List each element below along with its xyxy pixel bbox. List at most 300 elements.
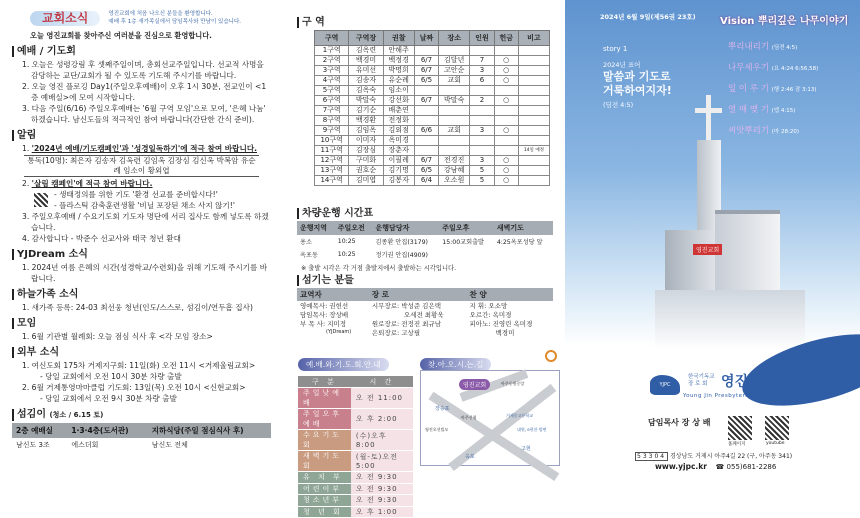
phone-number: 055)681-2286 [726,463,777,471]
service-time: (월-토)오전 5:00 [351,451,413,472]
map-label: 거제중고등학교 [506,413,534,418]
choir-line: 백경미 [495,329,515,337]
cell: 김기명 [383,166,414,176]
cell: 6/7 [414,96,438,106]
table-row [315,86,550,96]
table-row [315,66,550,76]
postal-code: 53304 [637,453,667,460]
cell: 13구역 [315,166,349,176]
item-number: 2. [22,179,30,188]
cell: 3 [470,66,494,76]
notice-item: 4. 감사합니다 - 박준수 선교사와 태국 청년 환대 [22,234,181,243]
meeting-item: 1. 6월 기관별 월례회: 오늘 점심 식사 후 <각 모임 장소> [22,332,213,341]
choir-line: 지 휘: 오소망 [469,302,508,310]
cell: 옥미경 [383,136,414,146]
serve-subtitle: (청소 / 6.15 토) [49,411,104,419]
senior-pastor: 담임목사 장 상 배 [648,418,711,427]
cell: 김기순 [349,106,383,116]
service-time: 오 후 1:00 [351,506,413,518]
welcome-note-2: 예배 후 1층 새가족실에서 담임목사와 만남이 있습니다. [108,19,242,25]
cell: 10:25 [337,238,356,245]
table-row [315,146,550,156]
notice-text: '2024년 예배/기도캠페인'과 '성경일독하기'에 적극 참여 바랍니다. [31,144,258,153]
cell: 14일 예정 [518,146,549,156]
vision-item [728,124,799,136]
choir-line: 오르간: 옥미경 [469,311,512,319]
external-sub: - 당일 교회에서 오전 10시 30분 차량 출발 [40,372,182,381]
cell: 10:25 [337,251,356,258]
cell [439,146,470,156]
denomination: 장 로 회 [688,381,708,387]
cell: 14구역 [315,176,349,186]
cell [494,86,518,96]
external-heading: 외부 소식 [12,347,271,358]
vision-title: Vision 뿌리깊은 나무이야기 [720,16,849,27]
cover-panel [565,0,860,481]
cell [494,46,518,56]
cell: 교회 [439,76,470,86]
external-item: 1. 여신도회 175차 거제지구회: 11일(화) 오전 11시 <거제울림교회> [22,361,256,370]
service-time: (수)오후 8:00 [351,430,413,451]
vision-reference: (딤전 4:5) [771,45,798,51]
cell: 임소이 [383,86,414,96]
serve-heading [12,409,271,421]
cell: ○ [494,176,518,186]
table-row [298,451,413,472]
col-header: 권찰 [383,31,414,46]
table-row [315,76,550,86]
external-item: 2. 6월 거제통영마마클럽 기도회: 13일(목) 오전 10시 <신현교회> [22,383,246,392]
cell: 10구역 [315,136,349,146]
worship-item: 3. 다음 주일(6/16) 주일오후예배는 '6월 구역 모임'으로 모여, '은혜 나눔' 하겠습니다. 남신도들의 적극적인 참여 바랍니다(간단한 간식 준비). [22,104,266,124]
item-number: 1. [22,144,30,153]
servants-section [297,270,553,339]
col-header: 인원 [470,31,494,46]
cell [518,136,549,146]
col-header: 구 분 [298,376,351,388]
service-name: 청소년부 [298,495,351,507]
col-header: 새벽기도 [494,221,553,235]
table-row [315,116,550,126]
cell [518,86,549,96]
cell: 전정화 [383,116,414,126]
cell: 5 [470,176,494,186]
cell: 유미선 [349,66,383,76]
col-header: 운행지역 [297,221,335,235]
cell: 용소 [300,239,312,246]
table-row [298,495,413,507]
col-header: 주일오후 [439,221,494,235]
cell [494,146,518,156]
schedule-title: 예.배.와.기.도.회.안.내 [298,358,389,371]
cell [470,136,494,146]
col-header: 지하식당(주일 점심식사 후) [148,423,271,438]
service-name: 청 년 회 [298,506,351,518]
cell: ○ [494,96,518,106]
cell: 6/4 [414,176,438,186]
car-heading: 차량운행 시간표 [297,208,553,219]
map-label: 영진오션빌모 [425,427,449,432]
church-name-english: Young Jin Presbyterian Church [683,393,780,399]
story-label: story 1 [603,45,628,53]
cell: 6/5 [414,76,438,86]
cell: 박명희 [383,66,414,76]
col-header: 주일오전 [335,221,373,235]
new-family-heading: 하늘가족 소식 [12,289,271,300]
serve-table [12,423,271,453]
cell: 장춘자 [383,146,414,156]
col-header: 장소 [439,31,470,46]
service-name: 수요기도회 [298,430,351,451]
col-header: 구역장 [349,31,383,46]
elder-line: 시무장로: 박성준 김은택 [371,302,442,310]
notice-item [22,143,271,154]
youtube-qr-code[interactable] [765,416,789,440]
qr-code-icon [34,193,48,207]
service-time: 오 전 11:00 [351,388,413,409]
col-header: 날짜 [414,31,438,46]
service-time: 오 전 9:30 [351,472,413,484]
cell: 김종환 안집(3179) [375,239,428,246]
vision-step: 씨앗뿌리기 [728,126,770,136]
new-family-item: 1. 새가족 등록: 24-03 최선웅 청년(인도/스스로, 섬김이/연두흠 집사) [22,303,253,312]
notice-item [22,178,271,189]
map-label: 대원, e편한 방면 [517,427,547,432]
table-row [298,430,413,451]
elder-line: 오세전 최황욱 [403,311,444,319]
cell: 김옥숙 [349,86,383,96]
vision-item [728,61,818,73]
worship-item: 2. 오늘 영진 플로깅 Day1(주일오후예배)이 오후 1시 30분, 전교인이 <1층 예배실>에 모여 시작합니다. [22,82,267,102]
vision-step: 나무세우기 [728,63,770,73]
service-name: 유 치 부 [298,472,351,484]
cell: 박말숙 [439,96,470,106]
table-row [298,388,413,409]
vision-item [728,40,797,52]
cell: 남신도 전체 [151,441,188,449]
cell [494,116,518,126]
cell: 유순례 [383,76,414,86]
cell: 6/7 [414,66,438,76]
directions-map [420,370,560,466]
schedule-table [298,376,413,518]
cell [414,146,438,156]
district-section [297,12,553,186]
col-header: 1·3·4층(도서관) [67,423,147,438]
col-header: 교역자 [297,288,369,301]
map-label: 장승포 [435,406,450,412]
cell: 김달년 [439,56,470,66]
cell: ○ [494,156,518,166]
cell: 구미화 [349,156,383,166]
cell: 배춘연 [383,106,414,116]
service-name: 주일오후예배 [298,409,351,430]
col-header: 운행담당자 [373,221,440,235]
vision-step: 잎 이 루 기 [728,84,769,94]
cell [518,156,549,166]
cell: 4:25옥포성당 앞 [496,239,543,246]
cell: 6/5 [414,166,438,176]
cell [414,86,438,96]
car-table [297,221,553,261]
cell: 에스더회 [71,441,99,449]
table-row [315,176,550,186]
table-row [315,46,550,56]
website-link[interactable]: www.yjpc.kr [655,462,707,471]
cell: 오소원 [439,176,470,186]
cell: 박말숙 [349,96,383,106]
col-header: 찬 양 [467,288,553,301]
magnifier-icon [545,350,557,362]
reading-participants: 통독(10명): 최은자 김송자 김옥련 김임옥 김장심 김신옥 박복암 유순례 임소이 황외엽 [24,155,259,177]
cell: 3구역 [315,66,349,76]
table-row [298,483,413,495]
cell [439,136,470,146]
cell: 권호순 [349,166,383,176]
cell: 김임옥 [349,126,383,136]
pastor-line: 영예목사: 권헌선 [300,302,349,310]
service-name: 어린이부 [298,483,351,495]
cell: 6/7 [414,156,438,166]
building-sign: 영진교회 [693,244,722,255]
welcome-message: 오늘 영진교회를 찾아주신 여러분을 진심으로 환영합니다. [30,31,212,40]
cell: 12구역 [315,156,349,166]
service-time: 오 전 9:30 [351,495,413,507]
cell: 5 [470,166,494,176]
cell [439,248,494,261]
cell [439,46,470,56]
cell [470,146,494,156]
cell: 백경환 [349,116,383,126]
servants-table [297,288,553,339]
table-row [315,96,550,106]
issue-date: 2024년 6월 9일(제56권 23호) [600,13,696,21]
phone-icon: ☎ [715,463,727,471]
cell: 김미엽 [349,176,383,186]
district-table [314,30,550,186]
cell: 2 [470,96,494,106]
motto-line: 거룩하여지자! [603,84,672,97]
vision-reference: (엡 4:15) [771,108,796,114]
yjdream-heading: YJDream 소식 [12,249,271,260]
motto-year: 2024년 표어 [603,61,641,69]
cell: 김외점 [383,126,414,136]
map-label: 옥포 [465,454,475,460]
cell: 3 [470,156,494,166]
table-row [315,156,550,166]
district-heading: 구 역 [297,17,553,28]
col-header: 시 간 [351,376,413,388]
service-time: 오 후 2:00 [351,409,413,430]
cell: 9구역 [315,126,349,136]
cell: ○ [494,126,518,136]
cell: 5구역 [315,86,349,96]
elder-line: 은퇴장로: 고상필 [371,329,421,337]
service-name: 새벽기도회 [298,451,351,472]
cell: 4구역 [315,76,349,86]
church-map-label: 영진교회 [459,379,490,390]
table-row [315,106,550,116]
map-label: 고현 [521,446,531,452]
table-row [298,506,413,518]
cell [470,86,494,96]
cell [414,46,438,56]
elder-line: 원로장로: 전정진 최규남 [371,320,442,328]
pastor-line: 담임목사: 장상배 [300,311,349,319]
cell: 강남혜 [439,166,470,176]
cell: 6 [470,76,494,86]
cell [470,116,494,126]
cell: ○ [494,66,518,76]
cell [518,166,549,176]
cell: 백경미 [349,56,383,66]
cell [518,176,549,186]
pastor-line: (YJDream) [326,329,352,335]
vision-reference: (요 4:24 6:56,58) [771,66,819,72]
cell: 교회 [439,126,470,136]
homepage-qr-code[interactable] [728,416,752,440]
cell [518,66,549,76]
cell: 김옥련 [349,46,383,56]
map-title: 찾.아.오.시.는.길 [420,358,491,371]
campaign-sub: - 생태정의를 위한 기도 '환경 선교를 준비합시다!' [54,190,218,199]
cell: 7구역 [315,106,349,116]
choir-line: 피아노: 진영린 옥미경 [469,320,533,328]
cell: 안해주 [383,46,414,56]
cell [518,76,549,86]
table-row [315,136,550,146]
cell: 15:00교회출발 [442,239,485,246]
vision-reference: (행 2:46 잠 3:13) [771,87,817,93]
cell: ○ [494,56,518,66]
worship-item: 1. 오늘은 성령강림 후 셋째주일이며, 총회선교주일입니다. 선교적 사명을 감당하는 교단/교회가 될 수 있도록 기도해 주시기를 바랍니다. [22,60,264,80]
church-logo-icon: YJPC [650,375,680,395]
map-label: 아주신협 [461,415,477,420]
motto-line: 말씀과 기도로 [603,70,671,83]
cell [439,86,470,96]
vision-item [728,82,817,94]
cell: 이필례 [383,156,414,166]
cell [470,106,494,116]
cell: 고안순 [439,66,470,76]
campaign-sub: - 플라스틱 감축훈련생활 '비닐 포장된 채소 사지 않기!' [54,201,235,210]
cell [439,106,470,116]
cell [414,106,438,116]
cell: 3 [470,126,494,136]
cell: ○ [494,166,518,176]
cell: 옥포동 [300,252,318,259]
cell: 이미자 [349,136,383,146]
cell [518,46,549,56]
cell: 전경진 [439,156,470,166]
church-news-panel [0,0,285,481]
cell: 김송자 [349,76,383,86]
cell [414,136,438,146]
address: 경상남도 거제시 아주4길 22 (구, 아주동 341) [670,453,793,460]
cell: 6/7 [414,56,438,66]
col-header: 비고 [518,31,549,46]
cell [518,56,549,66]
service-time: 오 전 9:30 [351,483,413,495]
cell [414,116,438,126]
cell: 11구역 [315,146,349,156]
notice-text: '살림 캠페인'에 적극 참여 바랍니다. [31,179,153,188]
cell [518,116,549,126]
car-note: ※ 출발 시각은 각 거점 출발지에서 출발하는 시각입니다. [301,265,457,272]
schedule-box [298,352,413,518]
cell: 남신도 3조 [16,441,50,449]
vision-reference: (마 28:20) [771,129,799,135]
cell [470,46,494,56]
table-row [298,472,413,484]
church-name: 영진교회 [721,374,776,390]
col-header: 구역 [315,31,349,46]
col-header: 헌금 [494,31,518,46]
notice-heading: 알림 [12,130,271,141]
col-header: 2층 예배실 [12,423,67,438]
vision-step: 열 매 맺 기 [728,105,769,115]
table-row [315,126,550,136]
cell: 2구역 [315,56,349,66]
cell: 6/6 [414,126,438,136]
cell [518,126,549,136]
cell [439,116,470,126]
cell: 6구역 [315,96,349,106]
map-label: 아주동원중앙 [501,381,525,386]
denomination: 한국기독교 [688,374,715,380]
cell: 1구역 [315,46,349,56]
car-section [297,203,553,272]
serve-title: 섬김이 [17,409,46,420]
vision-item [728,103,795,115]
cell: 8구역 [315,116,349,126]
cell: 김장심 [349,146,383,156]
service-name: 주일낮예배 [298,388,351,409]
cell [518,106,549,116]
notice-item: 3. 주일오후예배 / 수요기도회 기도자 명단에 서리 집사도 함께 넣도록 하겠습니다. [22,212,269,232]
youtube-label: youtube [766,441,785,446]
servants-heading: 섬기는 분들 [297,275,553,286]
yjdream-item: 1. 2024년 여름 은혜의 시간(성경학교/수련회)을 위해 기도해 주시기를 바랍니다. [22,263,268,283]
table-row [315,166,550,176]
col-header: 장 로 [369,288,467,301]
table-row [298,409,413,430]
cell [518,96,549,106]
pastor-line: 부 목 사: 지미정 [300,320,347,328]
external-sub: - 당일 교회에서 오전 9시 30분 차량 출발 [40,394,177,403]
cell [494,136,518,146]
homepage-label: 홈페이지 [728,442,746,447]
welcome-note-1: 영진교회에 처음 나오신 분들을 환영합니다. [108,11,213,17]
cell: 김봉자 [383,176,414,186]
cell: 강선화 [383,96,414,106]
motto-reference: (딤전 4:5) [603,101,634,109]
vision-step: 뿌리내리기 [728,42,770,52]
church-news-logo: 교회소식 [30,11,100,26]
cell: ○ [494,76,518,86]
cell [494,248,553,261]
district-panel [285,0,565,345]
table-row [297,248,553,261]
cell: 7 [470,56,494,66]
table-row [315,56,550,66]
cell: 백정경 [383,56,414,66]
cell [494,106,518,116]
cell: 정기권 안집(4909) [375,252,428,259]
meeting-heading: 모임 [12,318,271,329]
worship-heading: 예배 / 기도회 [12,46,271,57]
table-row [297,235,553,248]
